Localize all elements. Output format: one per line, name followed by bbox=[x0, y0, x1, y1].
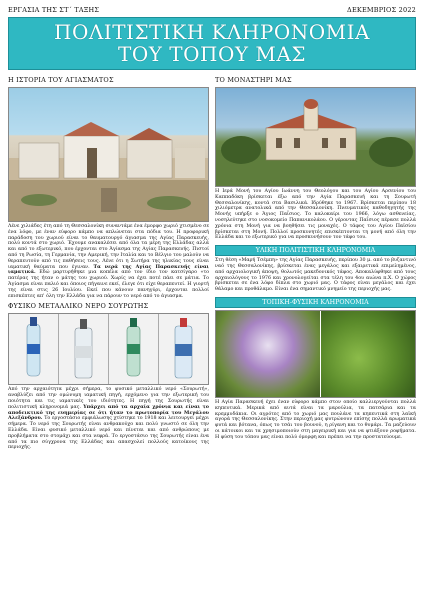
village-photo-illustration bbox=[9, 88, 208, 222]
banner-title-line-2: ΤΟΥ ΤΟΠΟΥ ΜΑΣ bbox=[118, 42, 306, 66]
bottles-text bbox=[8, 387, 209, 451]
bottle-icon bbox=[159, 314, 208, 384]
monastery-photo bbox=[215, 87, 416, 187]
date-label: ΔΕΚΕΜΒΡΙΟΣ 2022 bbox=[347, 6, 416, 14]
bottles-title: ΦΥΣΙΚΟ ΜΕΤΑΛΛΙΚΟ ΝΕΡΟ ΣΟΥΡΩΤΗΣ bbox=[8, 302, 149, 311]
history-title: Η ΙΣΤΟΡΙΑ ΤΟΥ ΑΓΙΑΣΜΑΤΟΣ bbox=[8, 76, 114, 84]
greens-photo bbox=[321, 311, 415, 397]
natural-heritage-heading: ΤΟΠΙΚΗ-ΦΥΣΙΚΗ ΚΛΗΡΟΝΟΜΙΑ bbox=[215, 297, 416, 308]
bottle-panel-4 bbox=[159, 314, 208, 384]
lavender-photo bbox=[216, 311, 321, 397]
bottle-icon bbox=[9, 314, 58, 384]
bottles-photo bbox=[8, 313, 209, 385]
material-heritage-heading: ΥΛΙΚΗ ΠΟΛΙΤΙΣΤΙΚΗ ΚΛΗΡΟΝΟΜΙΑ bbox=[215, 245, 416, 256]
monastery-text: Η Ιερά Μονή του Αγίου Ιωάννη του Θεολόγου και του Αγίου Αρσενίου του Καππαδόκη βρίσκεται έξω από την Αγία Παρασκευή και τη Σουρωτή Θεσσαλονίκης, κοντά στα Βασιλικά. Ιδρύθηκε το 1967. Βρίσκεται περίπου 18 χιλιόμετρα ανατολικά από την Θεσσαλονίκη. Πνευματικός καθοδηγητής της Μονής υπήρξε ο Άγιος Παΐσιος. Το καλοκαίρι του 1966, λόγω ασθενείας, νοσηλεύτηκε στο νοσοκομείο Παπανικολάου. Ο γέροντας Παΐσιος πέρασε πολλά χρόνια στη Μονή για να βοηθήσει τις μοναχές. Ο τάφος του Αγίου Παϊσίου βρίσκεται στη Μονή. Πολλοί προσκυνητές επισκέπτονται τη μονή από όλη την Ελλάδα και το εξωτερικό για να προσκυνήσουν τον τάφο του. bbox=[215, 189, 416, 241]
history-text bbox=[8, 224, 209, 299]
bottle-panel-1 bbox=[9, 314, 59, 384]
bottle-panel-3 bbox=[109, 314, 159, 384]
banner-title-line-1: ΠΟΛΙΤΙΣΤΙΚΗ ΚΛΗΡΟΝΟΜΙΑ bbox=[54, 20, 370, 44]
bottles-text-part-2: Το εργοστάσιο εμφιάλωσης χτίστηκε το 1918 και λειτουργεί μέχρι σήμερα. Το νερό της Σουρωτής είναι ανθρακούχο και πολύ γνωστό σε όλη την Ελλάδα. Είναι φυσικό μεταλλικό νερό και πίνεται και από ανθρώπους με προβλήματα στο στομάχι και στα νεφρά. Το εργοστάσιο της Σουρωτής είναι ένα από τα πιο σύγχρονα της Ελλάδας και απασχολεί πολλούς κατοίκους της περιοχής. bbox=[8, 416, 209, 451]
village-photo bbox=[8, 87, 209, 222]
left-column bbox=[8, 76, 209, 454]
right-column bbox=[215, 76, 416, 454]
columns bbox=[8, 76, 416, 454]
bottles-text-part-1: Από την αρχαιότητα μέχρι σήμερα, το φυσικό μεταλλικό νερό «Σουρωτή», αναβλύζει από την ομώνυμη ιαματική πηγή, ερχόμενο για την εξωτερική του ποιότητα και τις ιαματικές του ιδιότητες. Η πηγή της Σουρωτής είναι πολιτιστική κληρονομιά μας. bbox=[8, 387, 209, 410]
history-text-part-1: Λένε χιλιάδες έτη από τη Θεσσαλονίκη συναντάμε ένα έμορφο χωριό χτισμένο σε ένα λόφο, με έναν εύφορο κάμπο να απλώνεται στα πόδια του. Η προφορική παράδοση του χωριού είναι το θαυματουργό άγιασμα της Αγίας Παρασκευής, πολύ κοντά στο χωριό. Έχουμε ανακαλέσει από όλα τα μέρη της Ελλάδας αλλά και από το εξωτερικό, που έρχονται στο Άγίασμα της Αγίας Παρασκευής. Πιστοί από τη Ρωσία, τη Γερμανία, την Αμερική, την Ιταλία και το Βέλγιο του μαλούν να θεραπευτούν από τις παθήσεις τους. Λένε ότι η Σωτήρα της ηλικίας τους είναι ιαματική θαύματα που έγιναν. bbox=[8, 224, 209, 270]
monastery-title: ΤΟ ΜΟΝΑΣΤΗΡΙ ΜΑΣ bbox=[215, 76, 292, 84]
title-banner bbox=[8, 17, 416, 70]
top-line bbox=[8, 6, 416, 14]
herbs-photo bbox=[215, 310, 416, 398]
material-heritage-text: Στη θέση «Μαρή Τσέμπη» της Αγίας Παρασκευής, περίπου 30 μ. από το βυζαντινό ναό της Θεσσαλονίκης, βρίσκεται ένας μεγάλος και εξαιρετικά επιμελημένος, από αρχαιολογική άποψη, θολωτός μακεδονικός τάφος. Αποκαλύφθηκε από τους αρχαιολόγους το 1976 και χρονολογείται στα τέλη του 4ου αιώνα π.Χ. Ο χώρος βρίσκεται σε ένα λόφο δίπλα στο χωριό μας. Ο τάφος είναι μεγάλος και έχει θάλαμο και προθάλαμο. Είναι ένα σημαντικό μνημείο της περιοχής μας. bbox=[215, 258, 416, 293]
monastery-photo-illustration bbox=[216, 88, 415, 187]
natural-heritage-text: Η Αγία Παρασκευή έχει έναν εύφορο κάμπο στον οποίο καλλιεργούνται πολλά κηπευτικά. Μερικά από αυτά είναι τα μαρούλια, τα πατσάρια και τα κρεμμυδάκια. Οι αγρότες από το χωριό μας πουλάνε τα κηπευτικά στη λαϊκή αγορά της Θεσσαλονίκης. Στην περιοχή μας φυτρώνουν επίσης πολλά αρωματικά φυτά και βότανα, όπως το τσάι του βουνού, η ρίγανη και το θυμάρι. Τα μαζεύουν οι κάτοικοι και τα χρησιμοποιούν στη μαγειρική και για να φτιάξουν ροφήματα. Η φύση του τόπου μας είναι πολύ όμορφη και πρέπει να την προστατεύουμε. bbox=[215, 399, 416, 440]
history-text-bold: Τα νερά της Αγίας Παρασκευής είναι ιαματικά. bbox=[8, 263, 209, 276]
class-label: ΕΡΓΑΣΙΑ ΤΗΣ ΣΤ΄ ΤΑΞΗΣ bbox=[8, 6, 100, 14]
bottle-icon bbox=[59, 314, 108, 384]
bottle-icon bbox=[109, 314, 158, 384]
history-text-part-2: Εδώ μαρτυρήθηκε μια κοπέλα από τον ίδιο τον κατσίγαρο «το πατέρας της ήταν ο μάτης του χωριού. Χωρίς να έχει ποτέ πάει σε μάτια. Το Άγίασμα είναι παλιό και όποιος πήγαινε εκεί, έλεγε ότι είχε θεραπευτεί. Η γιορτή της είναι στις 26 Ιουλίου. Εκεί που κάνουν πανηγύρι, έρχονται πολλοί επισκέπτες απ' όλη την Ελλάδα για να πάρουν το νερό από το άγιασμα. bbox=[8, 270, 209, 299]
bottles-text-bold: Υπάρχει από τα αρχαία χρόνια και είναι το αποδεικτικό της ευημερίας σε ότι ήταν το πρωτοπορία του Μεγάλου Αλεξάνδρου. bbox=[8, 403, 209, 422]
bottle-panel-2 bbox=[59, 314, 109, 384]
